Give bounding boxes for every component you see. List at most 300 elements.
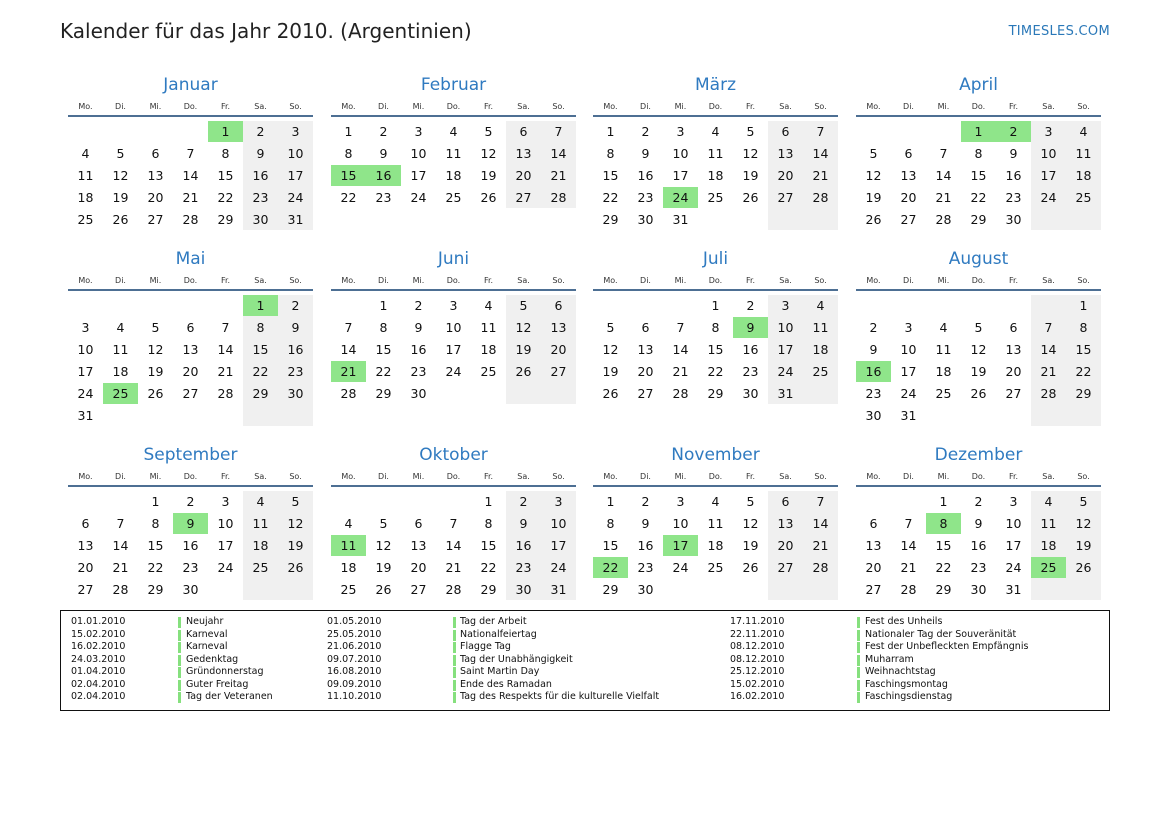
day-cell[interactable]: 9 <box>256 146 265 161</box>
day-cell[interactable]: 23 <box>637 190 654 205</box>
day-cell[interactable]: 24 <box>77 386 94 401</box>
day-cell[interactable]: 6 <box>904 146 913 161</box>
day-cell-holiday[interactable]: 1 <box>208 121 243 142</box>
day-cell[interactable]: 28 <box>550 190 567 205</box>
day-cell[interactable]: 3 <box>1009 494 1018 509</box>
day-cell[interactable]: 16 <box>182 538 199 553</box>
day-cell[interactable]: 19 <box>287 538 304 553</box>
day-cell-holiday[interactable]: 8 <box>926 513 961 534</box>
day-cell[interactable]: 6 <box>414 516 423 531</box>
day-cell[interactable]: 18 <box>445 168 462 183</box>
day-cell[interactable]: 15 <box>935 538 952 553</box>
day-cell[interactable]: 22 <box>340 190 357 205</box>
day-cell[interactable]: 10 <box>550 516 567 531</box>
day-cell[interactable]: 15 <box>252 342 269 357</box>
day-cell[interactable]: 19 <box>480 168 497 183</box>
day-cell[interactable]: 22 <box>375 364 392 379</box>
day-cell[interactable]: 2 <box>746 298 755 313</box>
day-cell[interactable]: 26 <box>742 560 759 575</box>
day-cell[interactable]: 25 <box>340 582 357 597</box>
day-cell[interactable]: 17 <box>1005 538 1022 553</box>
day-cell[interactable]: 19 <box>375 560 392 575</box>
day-cell[interactable]: 7 <box>816 124 825 139</box>
day-cell[interactable]: 28 <box>182 212 199 227</box>
day-cell[interactable]: 12 <box>742 146 759 161</box>
day-cell[interactable]: 31 <box>550 582 567 597</box>
day-cell[interactable]: 10 <box>900 342 917 357</box>
day-cell[interactable]: 12 <box>602 342 619 357</box>
day-cell[interactable]: 7 <box>816 494 825 509</box>
day-cell[interactable]: 3 <box>676 494 685 509</box>
day-cell[interactable]: 15 <box>375 342 392 357</box>
day-cell[interactable]: 29 <box>1075 386 1092 401</box>
day-cell[interactable]: 21 <box>1040 364 1057 379</box>
day-cell[interactable]: 14 <box>812 146 829 161</box>
day-cell[interactable]: 17 <box>445 342 462 357</box>
day-cell[interactable]: 9 <box>641 516 650 531</box>
day-cell[interactable]: 29 <box>602 212 619 227</box>
day-cell[interactable]: 2 <box>641 494 650 509</box>
day-cell[interactable]: 26 <box>112 212 129 227</box>
day-cell[interactable]: 9 <box>1009 146 1018 161</box>
day-cell[interactable]: 12 <box>515 320 532 335</box>
day-cell[interactable]: 30 <box>252 212 269 227</box>
day-cell[interactable]: 27 <box>182 386 199 401</box>
day-cell[interactable]: 15 <box>970 168 987 183</box>
day-cell[interactable]: 5 <box>379 516 388 531</box>
day-cell[interactable]: 21 <box>672 364 689 379</box>
day-cell[interactable]: 14 <box>1040 342 1057 357</box>
day-cell[interactable]: 8 <box>606 146 615 161</box>
day-cell[interactable]: 20 <box>777 168 794 183</box>
day-cell[interactable]: 12 <box>287 516 304 531</box>
day-cell[interactable]: 10 <box>672 516 689 531</box>
day-cell[interactable]: 20 <box>900 190 917 205</box>
day-cell[interactable]: 3 <box>81 320 90 335</box>
day-cell[interactable]: 17 <box>550 538 567 553</box>
day-cell[interactable]: 19 <box>865 190 882 205</box>
day-cell[interactable]: 13 <box>515 146 532 161</box>
day-cell[interactable]: 12 <box>375 538 392 553</box>
day-cell[interactable]: 11 <box>707 516 724 531</box>
day-cell[interactable]: 21 <box>935 190 952 205</box>
day-cell[interactable]: 5 <box>1079 494 1088 509</box>
day-cell[interactable]: 1 <box>379 298 388 313</box>
day-cell[interactable]: 13 <box>77 538 94 553</box>
day-cell[interactable]: 22 <box>1075 364 1092 379</box>
day-cell[interactable]: 29 <box>147 582 164 597</box>
day-cell[interactable]: 20 <box>182 364 199 379</box>
day-cell[interactable]: 16 <box>287 342 304 357</box>
day-cell[interactable]: 31 <box>900 408 917 423</box>
day-cell[interactable]: 31 <box>672 212 689 227</box>
day-cell[interactable]: 9 <box>291 320 300 335</box>
day-cell[interactable]: 25 <box>480 364 497 379</box>
day-cell[interactable]: 14 <box>340 342 357 357</box>
day-cell[interactable]: 17 <box>777 342 794 357</box>
day-cell[interactable]: 20 <box>550 342 567 357</box>
day-cell[interactable]: 3 <box>221 494 230 509</box>
day-cell[interactable]: 16 <box>515 538 532 553</box>
day-cell[interactable]: 5 <box>746 124 755 139</box>
day-cell[interactable]: 27 <box>410 582 427 597</box>
day-cell[interactable]: 29 <box>602 582 619 597</box>
day-cell[interactable]: 10 <box>77 342 94 357</box>
day-cell[interactable]: 28 <box>672 386 689 401</box>
day-cell[interactable]: 19 <box>602 364 619 379</box>
day-cell[interactable]: 30 <box>410 386 427 401</box>
day-cell[interactable]: 7 <box>939 146 948 161</box>
day-cell[interactable]: 14 <box>550 146 567 161</box>
day-cell[interactable]: 27 <box>1005 386 1022 401</box>
day-cell[interactable]: 22 <box>252 364 269 379</box>
day-cell[interactable]: 28 <box>900 582 917 597</box>
day-cell[interactable]: 18 <box>252 538 269 553</box>
day-cell[interactable]: 21 <box>812 538 829 553</box>
day-cell[interactable]: 29 <box>217 212 234 227</box>
day-cell[interactable]: 18 <box>340 560 357 575</box>
day-cell[interactable]: 26 <box>147 386 164 401</box>
day-cell[interactable]: 3 <box>781 298 790 313</box>
day-cell[interactable]: 5 <box>869 146 878 161</box>
day-cell[interactable]: 20 <box>147 190 164 205</box>
day-cell[interactable]: 11 <box>812 320 829 335</box>
day-cell[interactable]: 29 <box>252 386 269 401</box>
day-cell-holiday[interactable]: 16 <box>366 165 401 186</box>
day-cell[interactable]: 11 <box>252 516 269 531</box>
day-cell[interactable]: 30 <box>1005 212 1022 227</box>
day-cell[interactable]: 3 <box>554 494 563 509</box>
day-cell[interactable]: 14 <box>182 168 199 183</box>
day-cell[interactable]: 28 <box>445 582 462 597</box>
day-cell[interactable]: 28 <box>112 582 129 597</box>
day-cell[interactable]: 20 <box>77 560 94 575</box>
day-cell[interactable]: 4 <box>484 298 493 313</box>
day-cell[interactable]: 7 <box>221 320 230 335</box>
day-cell[interactable]: 21 <box>217 364 234 379</box>
day-cell[interactable]: 9 <box>641 146 650 161</box>
day-cell[interactable]: 11 <box>77 168 94 183</box>
day-cell[interactable]: 16 <box>1005 168 1022 183</box>
day-cell[interactable]: 7 <box>186 146 195 161</box>
day-cell-holiday[interactable]: 17 <box>663 535 698 556</box>
day-cell[interactable]: 19 <box>147 364 164 379</box>
day-cell[interactable]: 7 <box>116 516 125 531</box>
day-cell[interactable]: 25 <box>707 560 724 575</box>
day-cell[interactable]: 27 <box>637 386 654 401</box>
day-cell[interactable]: 28 <box>812 560 829 575</box>
day-cell[interactable]: 19 <box>515 342 532 357</box>
day-cell[interactable]: 11 <box>480 320 497 335</box>
day-cell[interactable]: 22 <box>480 560 497 575</box>
day-cell[interactable]: 16 <box>410 342 427 357</box>
day-cell[interactable]: 28 <box>340 386 357 401</box>
day-cell[interactable]: 1 <box>151 494 160 509</box>
day-cell[interactable]: 7 <box>676 320 685 335</box>
day-cell[interactable]: 7 <box>1044 320 1053 335</box>
day-cell[interactable]: 30 <box>287 386 304 401</box>
day-cell[interactable]: 17 <box>410 168 427 183</box>
day-cell[interactable]: 16 <box>970 538 987 553</box>
day-cell[interactable]: 19 <box>112 190 129 205</box>
day-cell[interactable]: 21 <box>812 168 829 183</box>
day-cell[interactable]: 16 <box>252 168 269 183</box>
day-cell[interactable]: 9 <box>519 516 528 531</box>
day-cell[interactable]: 27 <box>550 364 567 379</box>
day-cell[interactable]: 10 <box>410 146 427 161</box>
day-cell[interactable]: 19 <box>970 364 987 379</box>
day-cell[interactable]: 22 <box>602 190 619 205</box>
day-cell[interactable]: 4 <box>711 494 720 509</box>
day-cell[interactable]: 27 <box>147 212 164 227</box>
day-cell[interactable]: 8 <box>221 146 230 161</box>
day-cell[interactable]: 5 <box>746 494 755 509</box>
day-cell[interactable]: 12 <box>970 342 987 357</box>
day-cell[interactable]: 10 <box>445 320 462 335</box>
day-cell[interactable]: 8 <box>484 516 493 531</box>
day-cell[interactable]: 2 <box>414 298 423 313</box>
day-cell[interactable]: 8 <box>151 516 160 531</box>
day-cell[interactable]: 10 <box>1005 516 1022 531</box>
day-cell[interactable]: 31 <box>77 408 94 423</box>
day-cell[interactable]: 3 <box>291 124 300 139</box>
day-cell[interactable]: 2 <box>641 124 650 139</box>
day-cell[interactable]: 27 <box>77 582 94 597</box>
day-cell[interactable]: 19 <box>1075 538 1092 553</box>
day-cell[interactable]: 11 <box>935 342 952 357</box>
day-cell[interactable]: 13 <box>550 320 567 335</box>
day-cell[interactable]: 6 <box>519 124 528 139</box>
day-cell[interactable]: 1 <box>711 298 720 313</box>
day-cell[interactable]: 14 <box>672 342 689 357</box>
day-cell[interactable]: 25 <box>252 560 269 575</box>
day-cell[interactable]: 15 <box>147 538 164 553</box>
day-cell[interactable]: 5 <box>974 320 983 335</box>
day-cell[interactable]: 30 <box>742 386 759 401</box>
day-cell[interactable]: 15 <box>217 168 234 183</box>
day-cell[interactable]: 4 <box>711 124 720 139</box>
day-cell[interactable]: 18 <box>1075 168 1092 183</box>
day-cell[interactable]: 6 <box>781 494 790 509</box>
day-cell[interactable]: 8 <box>606 516 615 531</box>
day-cell[interactable]: 30 <box>865 408 882 423</box>
day-cell[interactable]: 18 <box>112 364 129 379</box>
day-cell[interactable]: 9 <box>974 516 983 531</box>
day-cell[interactable]: 8 <box>974 146 983 161</box>
day-cell[interactable]: 8 <box>344 146 353 161</box>
day-cell-holiday[interactable]: 22 <box>593 557 628 578</box>
day-cell[interactable]: 8 <box>711 320 720 335</box>
day-cell[interactable]: 28 <box>1040 386 1057 401</box>
day-cell-holiday[interactable]: 2 <box>996 121 1031 142</box>
day-cell[interactable]: 8 <box>379 320 388 335</box>
day-cell[interactable]: 24 <box>550 560 567 575</box>
day-cell[interactable]: 26 <box>375 582 392 597</box>
day-cell[interactable]: 5 <box>606 320 615 335</box>
day-cell[interactable]: 26 <box>865 212 882 227</box>
day-cell[interactable]: 22 <box>147 560 164 575</box>
day-cell[interactable]: 26 <box>1075 560 1092 575</box>
day-cell[interactable]: 6 <box>186 320 195 335</box>
day-cell[interactable]: 1 <box>484 494 493 509</box>
day-cell[interactable]: 23 <box>515 560 532 575</box>
day-cell[interactable]: 24 <box>1005 560 1022 575</box>
day-cell[interactable]: 10 <box>217 516 234 531</box>
day-cell[interactable]: 19 <box>742 538 759 553</box>
day-cell[interactable]: 25 <box>935 386 952 401</box>
day-cell[interactable]: 15 <box>1075 342 1092 357</box>
day-cell[interactable]: 6 <box>1009 320 1018 335</box>
day-cell[interactable]: 29 <box>935 582 952 597</box>
day-cell[interactable]: 27 <box>777 560 794 575</box>
day-cell[interactable]: 3 <box>676 124 685 139</box>
day-cell[interactable]: 4 <box>939 320 948 335</box>
day-cell[interactable]: 30 <box>515 582 532 597</box>
day-cell[interactable]: 13 <box>410 538 427 553</box>
day-cell[interactable]: 1 <box>606 124 615 139</box>
day-cell[interactable]: 4 <box>816 298 825 313</box>
day-cell[interactable]: 11 <box>1075 146 1092 161</box>
day-cell[interactable]: 3 <box>414 124 423 139</box>
day-cell[interactable]: 21 <box>900 560 917 575</box>
day-cell[interactable]: 26 <box>287 560 304 575</box>
day-cell[interactable]: 18 <box>1040 538 1057 553</box>
day-cell-holiday[interactable]: 15 <box>331 165 366 186</box>
day-cell[interactable]: 23 <box>182 560 199 575</box>
day-cell[interactable]: 15 <box>480 538 497 553</box>
day-cell[interactable]: 2 <box>974 494 983 509</box>
day-cell[interactable]: 12 <box>480 146 497 161</box>
day-cell[interactable]: 14 <box>217 342 234 357</box>
day-cell[interactable]: 26 <box>480 190 497 205</box>
day-cell-holiday[interactable]: 9 <box>173 513 208 534</box>
day-cell[interactable]: 29 <box>480 582 497 597</box>
day-cell[interactable]: 29 <box>970 212 987 227</box>
day-cell[interactable]: 14 <box>445 538 462 553</box>
day-cell[interactable]: 12 <box>147 342 164 357</box>
day-cell[interactable]: 8 <box>256 320 265 335</box>
day-cell[interactable]: 16 <box>637 538 654 553</box>
day-cell[interactable]: 12 <box>112 168 129 183</box>
day-cell[interactable]: 25 <box>1075 190 1092 205</box>
day-cell[interactable]: 11 <box>1040 516 1057 531</box>
day-cell[interactable]: 20 <box>410 560 427 575</box>
day-cell[interactable]: 7 <box>554 124 563 139</box>
day-cell[interactable]: 17 <box>217 538 234 553</box>
day-cell[interactable]: 19 <box>742 168 759 183</box>
day-cell[interactable]: 22 <box>217 190 234 205</box>
day-cell[interactable]: 24 <box>777 364 794 379</box>
day-cell-holiday[interactable]: 11 <box>331 535 366 556</box>
day-cell[interactable]: 21 <box>445 560 462 575</box>
day-cell[interactable]: 23 <box>865 386 882 401</box>
day-cell[interactable]: 23 <box>970 560 987 575</box>
day-cell[interactable]: 1 <box>939 494 948 509</box>
day-cell[interactable]: 17 <box>287 168 304 183</box>
day-cell[interactable]: 24 <box>410 190 427 205</box>
day-cell[interactable]: 21 <box>112 560 129 575</box>
day-cell[interactable]: 13 <box>865 538 882 553</box>
day-cell[interactable]: 4 <box>256 494 265 509</box>
day-cell[interactable]: 27 <box>777 190 794 205</box>
day-cell[interactable]: 13 <box>900 168 917 183</box>
day-cell[interactable]: 12 <box>742 516 759 531</box>
day-cell[interactable]: 9 <box>869 342 878 357</box>
day-cell[interactable]: 3 <box>1044 124 1053 139</box>
site-link[interactable]: TIMESLES.COM <box>1008 24 1110 39</box>
day-cell[interactable]: 29 <box>707 386 724 401</box>
day-cell[interactable]: 10 <box>1040 146 1057 161</box>
day-cell[interactable]: 13 <box>637 342 654 357</box>
day-cell[interactable]: 13 <box>777 516 794 531</box>
day-cell-holiday[interactable]: 21 <box>331 361 366 382</box>
day-cell[interactable]: 20 <box>637 364 654 379</box>
day-cell[interactable]: 15 <box>602 168 619 183</box>
day-cell[interactable]: 14 <box>900 538 917 553</box>
day-cell[interactable]: 1 <box>344 124 353 139</box>
day-cell[interactable]: 18 <box>480 342 497 357</box>
day-cell[interactable]: 17 <box>1040 168 1057 183</box>
day-cell-holiday[interactable]: 9 <box>733 317 768 338</box>
day-cell[interactable]: 24 <box>900 386 917 401</box>
day-cell[interactable]: 25 <box>445 190 462 205</box>
day-cell[interactable]: 26 <box>515 364 532 379</box>
day-cell[interactable]: 24 <box>287 190 304 205</box>
day-cell[interactable]: 31 <box>287 212 304 227</box>
day-cell[interactable]: 2 <box>186 494 195 509</box>
day-cell[interactable]: 13 <box>1005 342 1022 357</box>
day-cell[interactable]: 9 <box>379 146 388 161</box>
day-cell-holiday[interactable]: 25 <box>1031 557 1066 578</box>
day-cell[interactable]: 28 <box>812 190 829 205</box>
day-cell[interactable]: 9 <box>414 320 423 335</box>
day-cell[interactable]: 5 <box>151 320 160 335</box>
day-cell[interactable]: 10 <box>777 320 794 335</box>
day-cell[interactable]: 21 <box>182 190 199 205</box>
day-cell-holiday[interactable]: 25 <box>103 383 138 404</box>
day-cell[interactable]: 30 <box>637 582 654 597</box>
day-cell[interactable]: 23 <box>637 560 654 575</box>
day-cell[interactable]: 12 <box>1075 516 1092 531</box>
day-cell[interactable]: 15 <box>707 342 724 357</box>
day-cell[interactable]: 4 <box>1079 124 1088 139</box>
day-cell[interactable]: 28 <box>935 212 952 227</box>
day-cell[interactable]: 30 <box>182 582 199 597</box>
day-cell[interactable]: 24 <box>445 364 462 379</box>
day-cell[interactable]: 24 <box>217 560 234 575</box>
day-cell[interactable]: 2 <box>379 124 388 139</box>
day-cell[interactable]: 23 <box>287 364 304 379</box>
day-cell[interactable]: 18 <box>812 342 829 357</box>
day-cell[interactable]: 21 <box>550 168 567 183</box>
day-cell[interactable]: 11 <box>112 342 129 357</box>
day-cell[interactable]: 20 <box>1005 364 1022 379</box>
day-cell[interactable]: 3 <box>449 298 458 313</box>
day-cell[interactable]: 22 <box>935 560 952 575</box>
day-cell[interactable]: 17 <box>672 168 689 183</box>
day-cell[interactable]: 2 <box>256 124 265 139</box>
day-cell[interactable]: 7 <box>344 320 353 335</box>
day-cell[interactable]: 20 <box>515 168 532 183</box>
day-cell[interactable]: 2 <box>869 320 878 335</box>
day-cell[interactable]: 4 <box>344 516 353 531</box>
day-cell[interactable]: 18 <box>707 168 724 183</box>
day-cell[interactable]: 3 <box>904 320 913 335</box>
day-cell-holiday[interactable]: 24 <box>663 187 698 208</box>
day-cell[interactable]: 6 <box>781 124 790 139</box>
day-cell[interactable]: 27 <box>865 582 882 597</box>
day-cell[interactable]: 4 <box>1044 494 1053 509</box>
